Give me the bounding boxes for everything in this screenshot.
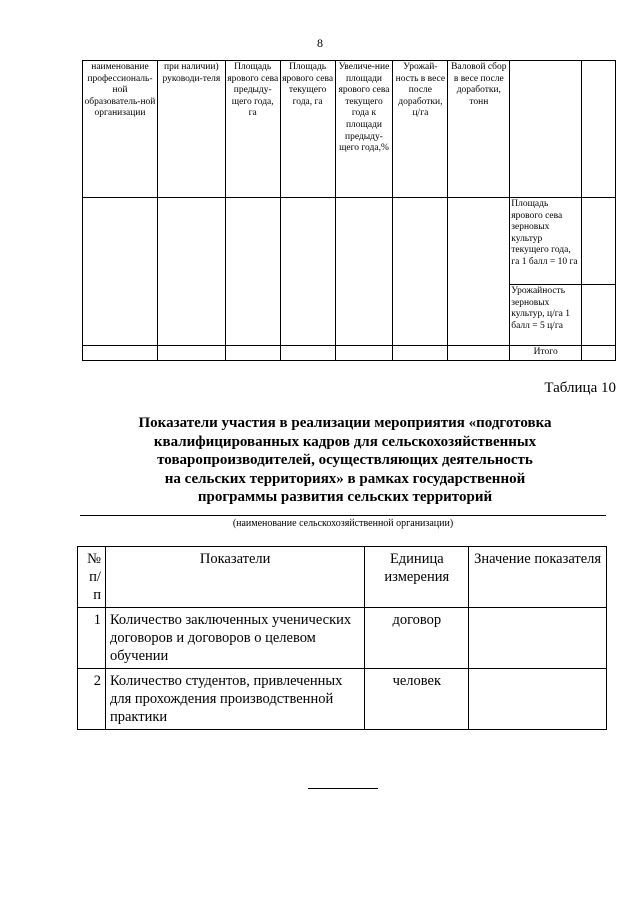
end-divider: [308, 788, 378, 789]
header-cell: [582, 61, 616, 198]
title-line: на сельских территориях» в рамках государственной: [164, 470, 526, 487]
total-row: [83, 346, 616, 361]
organization-fill-line: [80, 515, 606, 516]
header-cell: Валовой сбор в весе после доработки, тонн: [448, 61, 510, 198]
header-cell: [510, 61, 582, 198]
header-value: Значение показателя: [469, 547, 607, 608]
header-num: № п/п: [78, 547, 106, 608]
row-value: [469, 669, 607, 730]
header-cell: Площадь ярового сева предыду-щего года, га: [225, 61, 280, 198]
score-yield-cell: Урожайность зерновых культур, ц/га 1 балл = 5 ц/га: [510, 285, 582, 346]
row-value: [469, 608, 607, 669]
header-cell: наименование профессиональ-ной образователь-ной организации: [83, 61, 158, 198]
table-header-row: [78, 547, 607, 608]
indicators-table: [77, 546, 607, 730]
page-number: 8: [317, 36, 323, 50]
table-row: [78, 669, 607, 730]
header-cell: при наличии) руководи-теля: [157, 61, 225, 198]
header-cell: Площадь ярового сева текущего года, га: [280, 61, 335, 198]
header-indicator: Показатели: [105, 547, 364, 608]
row-indicator: Количество заключенных ученических договоров и договоров о целевом обучении: [105, 608, 364, 669]
table-row: [83, 198, 616, 285]
header-cell: Урожай-ность в весе после доработки, ц/га: [393, 61, 448, 198]
table-caption: Таблица 10: [544, 380, 616, 396]
table-row: [78, 608, 607, 669]
organization-caption: (наименование сельскохозяйственной организации): [232, 518, 454, 529]
title-line: товаропроизводителей, осуществляющих деятельность: [157, 452, 533, 468]
row-num: 2: [78, 669, 106, 730]
title-line: Показатели участия в реализации мероприятия «подготовка: [138, 415, 552, 431]
header-unit: Единица измерения: [365, 547, 469, 608]
total-cell: Итого: [510, 346, 582, 361]
header-cell: Увеличе-ние площади ярового сева текущего года к площади предыду-щего года,%: [335, 61, 393, 198]
row-num: 1: [78, 608, 106, 669]
row-indicator: Количество студентов, привлеченных для прохождения производственной практики: [105, 669, 364, 730]
title-line: программы развития сельских территорий: [197, 489, 493, 505]
scoring-table: [82, 60, 616, 361]
row-unit: договор: [365, 608, 469, 669]
title-line: квалифицированных кадров для сельскохозяйственных: [153, 433, 537, 450]
row-unit: человек: [365, 669, 469, 730]
score-area-cell: Площадь ярового сева зерновых культур текущего года, га 1 балл = 10 га: [510, 198, 582, 285]
table-header-row: [83, 61, 616, 198]
table-title: [60, 414, 630, 507]
